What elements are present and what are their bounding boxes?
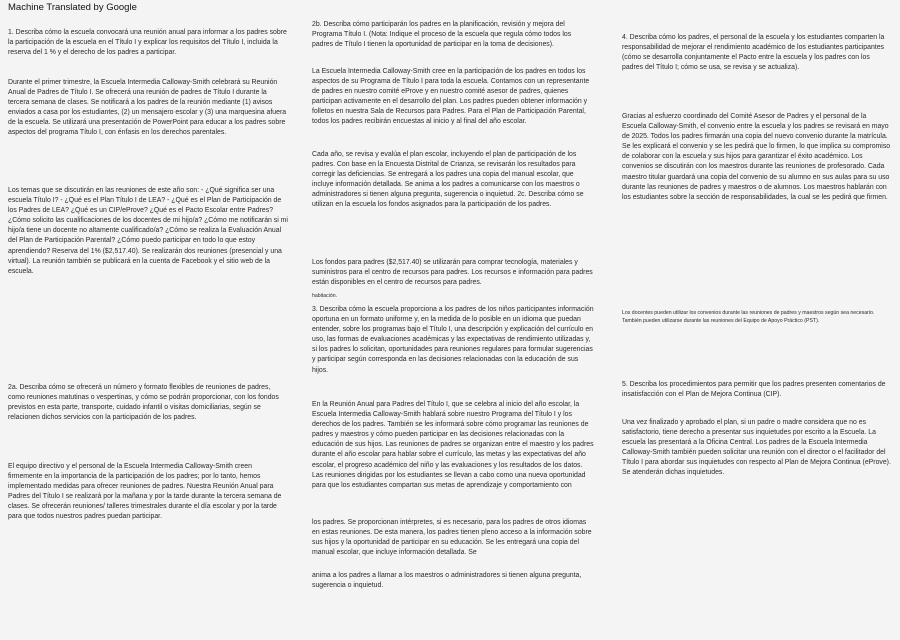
section-5-answer: Una vez finalizado y aprobado el plan, si un padre o madre considera que no es satisfactorio, tiene derecho a presentar sus inquietudes por escrito a la Escuela. La escuela las presentará a la Oficina Central. Los padres de la Escuela Intermedia Calloway-Smith también pueden solicitar una reunión con el director o el facilitador del Título I para abordar sus inquietudes con respecto al Plan de Mejora Continua (eProve). Se atenderán dichas inquietudes. [622, 419, 891, 477]
section-2b-review: Cada año, se revisa y evalúa el plan escolar, incluyendo el plan de participación de los padres. Con base en la Encuesta Distrital de Crianza, se revisarán los resultados para corregir las deficiencias. Se entregará a los padres una copia del manual escolar, que incluye información detallada. Se anima a los padres a comunicarse con los maestros o administradores si tienen alguna pregunta, sugerencia o inquietud. 2c. Describa cómo se utilizan en la escuela los fondos asignados para la participación de los padres. [312, 151, 584, 209]
section-3-answer-end: anima a los padres a llamar a los maestros o administradores si tienen alguna pregunta, sugerencia o inquietud. [312, 572, 582, 590]
section-3-answer-continued: los padres. Se proporcionan intérpretes, si es necesario, para los padres de otros idiomas en estas reuniones. De esta manera, los padres tienen pleno acceso a la información sobre sus hijos y la oportunidad de participar en su educación. Se les entregará una copia del manual escolar, que incluye información detallada. Se [312, 519, 592, 557]
section-2a-answer: El equipo directivo y el personal de la Escuela Intermedia Calloway-Smith creen firmemente en la importancia de la participación de los padres; por lo tanto, hemos implementado medidas para ofrecer reuniones de padres. Nuestra Reunión Anual para Padres del Título I se realizará por la mañana y por la tarde durante la tercera semana de clases. Se ofrecerán reuniones/ talleres trimestrales durante el día escolar y por la tarde para que todos nuestros padres puedan participar. [8, 463, 282, 521]
section-3-answer: En la Reunión Anual para Padres del Título I, que se celebra al inicio del año escolar, la Escuela Intermedia Calloway-Smith hablará sobre nuestro Programa del Título I y los derechos de los padres. También se les informará sobre cómo programar las reuniones de padres y maestros y cómo pueden participar en las decisiones relacionadas con la educación de sus hijos. Las reuniones de padres se organizan entre el maestro y los padres durante el año escolar para hablar sobre el currículo, las metas y las expectativas del año escolar, el progreso académico del niño y las evaluaciones y los resultados de los datos. Las reuniones dirigidas por los estudiantes se llevan a cabo como una nueva oportunidad para que los estudiantes compartan sus metas de aprendizaje y comportamiento con [312, 401, 594, 489]
section-1-question: 1. Describa cómo la escuela convocará una reunión anual para informar a los padres sobre la participación de la escuela en el Título I y explicar los requisitos del Título I, incluida la reserva del 1 % y el derecho de los padres a participar. [8, 29, 287, 57]
section-4-note: Los docentes pueden utilizar los convenios durante las reuniones de padres y maestros según sea necesario. También pueden utilizarse durante las reuniones del Equipo de Apoyo Práctico (PST). [622, 310, 875, 324]
section-4-answer: Gracias al esfuerzo coordinado del Comité Asesor de Padres y el personal de la Escuela Calloway-Smith, el convenio entre la escuela y los padres se revisará en mayo de 2025. Todos los padres firmarán una copia del nuevo convenio durante la matrícula. Se les explicará el convenio y se les pedirá que lo firmen, lo que implica su compromiso de colaborar con la escuela y sus hijos para garantizar el éxito académico. Los convenios se discutirán con los maestros durante las reuniones de profesorado. Cada maestro titular guardará una copia del convenio de su alumno en sus aulas para su uso durante las reuniones de padres y maestros o de alumnos. Los maestros hablarán con los estudiantes sobre la sección de responsabilidades, la cual se les pedirá que firmen. [622, 113, 891, 201]
machine-translated-header: Machine Translated by Google [8, 2, 137, 13]
section-1-topics: Los temas que se discutirán en las reuniones de este año son: - ¿Qué significa ser una escuela Título I? - ¿Qué es el Plan Título I de LEA? - ¿Qué es el Plan de Participación de los Padres de LEA? ¿Qué es un CIP/eProve? ¿Qué es el Pacto Escolar entre Padres? ¿Cómo solicito las cualificaciones de los docentes de mi hijo/a? ¿Cómo me notificarán si mi hijo/a tiene un docente no altamente cualificado/a? ¿Cómo se realiza la Evaluación Anual del Plan de Participación Parental? ¿Cómo puedo participar en todo lo que estoy aprendiendo? Reserva del 1% ($2,517.40). Se realizarán dos reuniones (presencial y una virtual). La reunión también se publicará en la cuenta de Facebook y el sitio web de la escuela. [8, 187, 288, 275]
section-4-question: 4. Describa cómo los padres, el personal de la escuela y los estudiantes comparten la responsabilidad de mejorar el rendimiento académico de los estudiantes participantes (cómo se desarrolla conjuntamente el Pacto entre la escuela y los padres con los padres del Título I; cómo se usa, se revisa y se actualiza). [622, 34, 885, 72]
section-2b-question: 2b. Describa cómo participarán los padres en la planificación, revisión y mejora del Programa Título I. (Nota: Indique el proceso de la escuela que regula cómo todos los padres de Título I tienen la oportunidad de participar en la toma de decisiones). [312, 21, 572, 49]
section-2b-answer: La Escuela Intermedia Calloway-Smith cree en la participación de los padres en todos los aspectos de su Programa de Título I para toda la escuela. Contamos con un representante de padres en nuestro comité eProve y en nuestro comité asesor de padres, quienes participan activamente en el desarrollo del plan. Los padres pueden obtener información y folletos en nuestra Sala de Recursos para Padres. Para el Plan de Participación Parental, todos los padres recibirán encuestas al inicio y al final del año escolar. [312, 68, 590, 126]
section-3-question: 3. Describa cómo la escuela proporciona a los padres de los niños participantes información oportuna en un formato uniforme y, en la medida de lo posible en un idioma que puedan entender, sobre los programas bajo el Título I, una descripción y explicación del currículo en uso, las formas de evaluaciones académicas y las expectativas de rendimiento utilizadas y, si los padres lo solicitan, oportunidades para reuniones regulares para formular sugerencias y participar según corresponda en las decisiones relacionadas con la educación de sus hijos. [312, 306, 594, 374]
section-1-answer: Durante el primer trimestre, la Escuela Intermedia Calloway-Smith celebrará su Reunión Anual de Padres de Título I. Se ofrecerá una reunión de padres de Título I durante la tercera semana de clases. Se notificará a los padres de la reunión mediante (1) avisos enviados a casa por los estudiantes, (2) un mensajero escolar y (3) una marquesina afuera de la escuela. Se utilizará una presentación de PowerPoint para educar a los padres sobre aspectos del programa Título I, con énfasis en los derechos parentales. [8, 79, 287, 137]
section-5-question: 5. Describa los procedimientos para permitir que los padres presenten comentarios de insatisfacción con el Plan de Mejora Continua (CIP). [622, 381, 886, 399]
section-2c-note: habitación. [312, 293, 338, 299]
section-2c-answer: Los fondos para padres ($2,517.40) se utilizarán para comprar tecnología, materiales y suministros para el centro de recursos para padres. Los recursos e información para padres están disponibles en el centro de recursos para padres. [312, 259, 593, 287]
section-2a-question: 2a. Describa cómo se ofrecerá un número y formato flexibles de reuniones de padres, como reuniones matutinas o vespertinas, y cómo se podrán proporcionar, con los fondos previstos en esta parte, transporte, cuidado infantil o visitas domiciliarias, según se relacionen dichos servicios con la participación de los padres. [8, 384, 279, 422]
